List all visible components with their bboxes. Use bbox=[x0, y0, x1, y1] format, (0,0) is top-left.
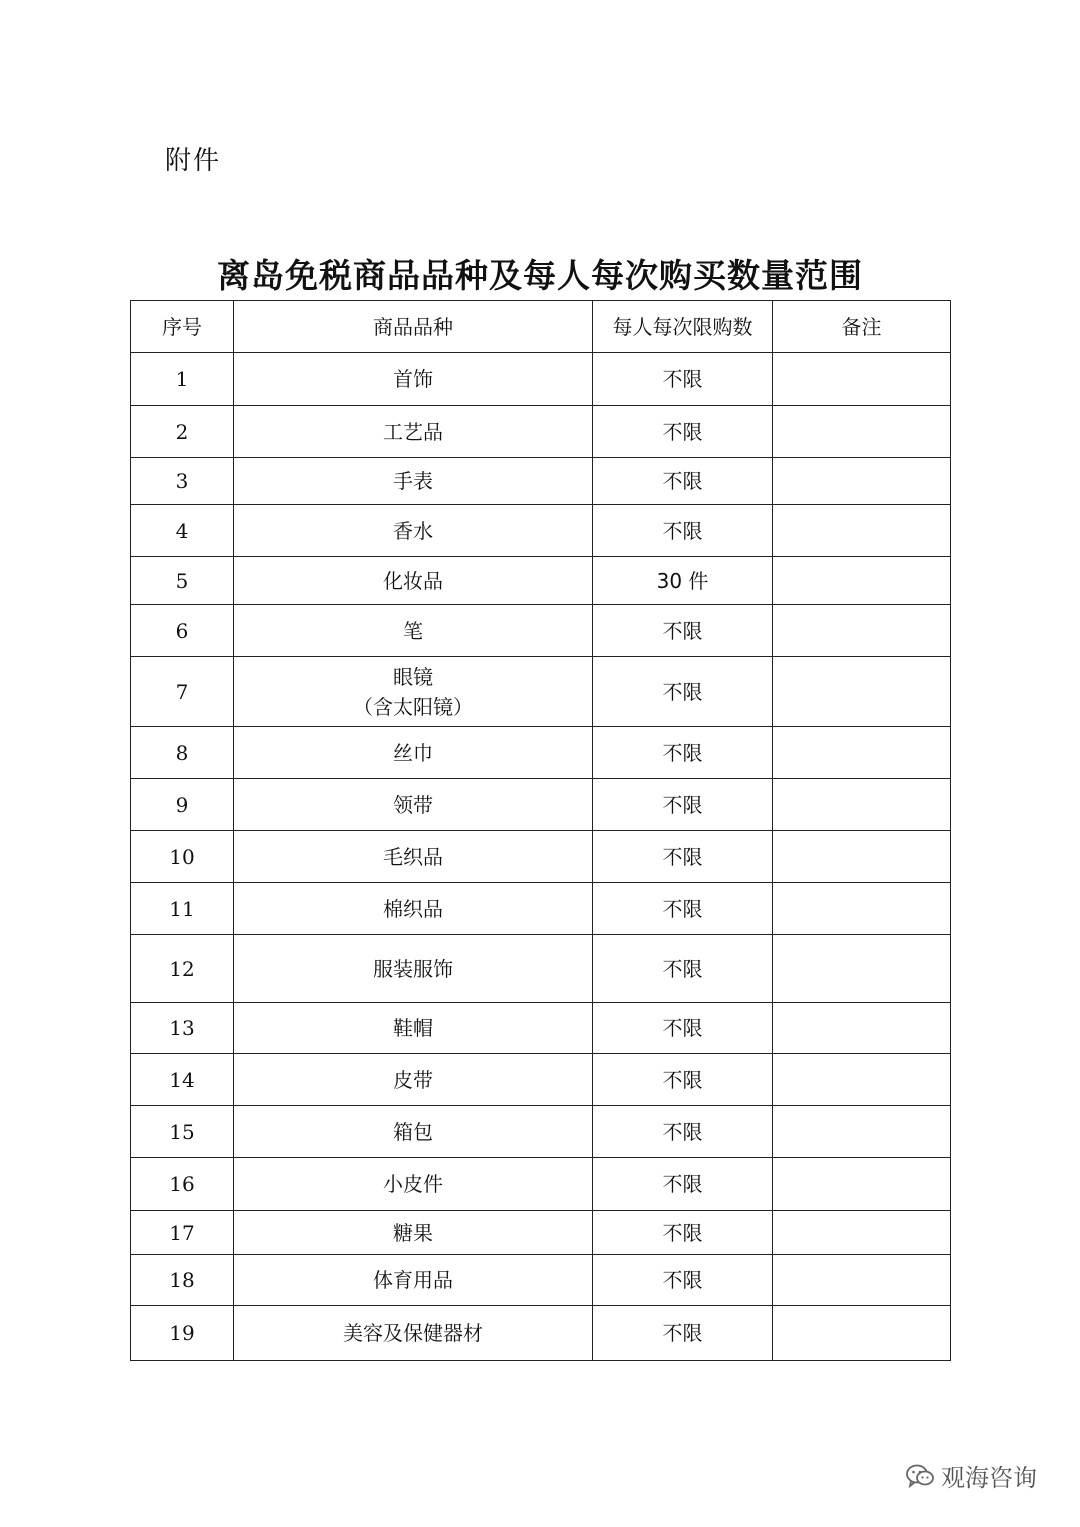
row-remark bbox=[773, 1211, 951, 1255]
row-no: 15 bbox=[131, 1106, 234, 1158]
row-no: 13 bbox=[131, 1003, 234, 1054]
row-limit: 不限 bbox=[593, 883, 773, 935]
row-no: 14 bbox=[131, 1054, 234, 1106]
row-limit: 不限 bbox=[593, 1255, 773, 1306]
row-no: 1 bbox=[131, 353, 234, 406]
row-category: 领带 bbox=[234, 779, 593, 831]
row-limit: 不限 bbox=[593, 1211, 773, 1255]
row-category bbox=[234, 657, 593, 727]
row-no: 10 bbox=[131, 831, 234, 883]
row-limit: 不限 bbox=[593, 1003, 773, 1054]
attachment-label: 附件 bbox=[165, 146, 222, 176]
row-remark bbox=[773, 605, 951, 657]
row-remark bbox=[773, 353, 951, 406]
row-limit: 不限 bbox=[593, 353, 773, 406]
row-category: 体育用品 bbox=[234, 1255, 593, 1306]
row-remark bbox=[773, 1255, 951, 1306]
row-remark bbox=[773, 1106, 951, 1158]
table-row bbox=[131, 1211, 951, 1255]
row-limit: 不限 bbox=[593, 1158, 773, 1211]
row-limit: 不限 bbox=[593, 605, 773, 657]
header-remark: 备注 bbox=[773, 301, 951, 353]
row-limit: 不限 bbox=[593, 831, 773, 883]
row-remark bbox=[773, 1306, 951, 1361]
row-limit: 不限 bbox=[593, 935, 773, 1003]
document-title: 离岛免税商品品种及每人每次购买数量范围 bbox=[217, 256, 863, 295]
table-row bbox=[131, 353, 951, 406]
row-limit: 30 件 bbox=[593, 557, 773, 605]
wechat-icon bbox=[905, 1463, 935, 1489]
table-row bbox=[131, 935, 951, 1003]
row-category: 化妆品 bbox=[234, 557, 593, 605]
row-remark bbox=[773, 935, 951, 1003]
row-no: 8 bbox=[131, 727, 234, 779]
row-no: 6 bbox=[131, 605, 234, 657]
header-no: 序号 bbox=[131, 301, 234, 353]
row-category: 工艺品 bbox=[234, 406, 593, 458]
row-category: 鞋帽 bbox=[234, 1003, 593, 1054]
row-category: 小皮件 bbox=[234, 1158, 593, 1211]
row-limit: 不限 bbox=[593, 1306, 773, 1361]
row-category: 糖果 bbox=[234, 1211, 593, 1255]
row-remark bbox=[773, 505, 951, 557]
table-row bbox=[131, 557, 951, 605]
row-limit: 不限 bbox=[593, 1106, 773, 1158]
row-remark bbox=[773, 1158, 951, 1211]
table-row bbox=[131, 883, 951, 935]
row-remark bbox=[773, 727, 951, 779]
row-category: 服装服饰 bbox=[234, 935, 593, 1003]
row-remark bbox=[773, 1003, 951, 1054]
row-remark bbox=[773, 779, 951, 831]
row-limit: 不限 bbox=[593, 657, 773, 727]
row-no: 18 bbox=[131, 1255, 234, 1306]
row-limit: 不限 bbox=[593, 727, 773, 779]
row-remark bbox=[773, 831, 951, 883]
row-no: 5 bbox=[131, 557, 234, 605]
table-row bbox=[131, 1003, 951, 1054]
row-category: 毛织品 bbox=[234, 831, 593, 883]
row-remark bbox=[773, 406, 951, 458]
row-limit: 不限 bbox=[593, 458, 773, 505]
row-category: 美容及保健器材 bbox=[234, 1306, 593, 1361]
row-remark bbox=[773, 458, 951, 505]
row-remark bbox=[773, 1054, 951, 1106]
row-remark bbox=[773, 657, 951, 727]
row-no: 19 bbox=[131, 1306, 234, 1361]
row-category: 香水 bbox=[234, 505, 593, 557]
row-no: 11 bbox=[131, 883, 234, 935]
quota-table bbox=[130, 300, 951, 1361]
row-category: 手表 bbox=[234, 458, 593, 505]
row-no: 2 bbox=[131, 406, 234, 458]
row-no: 12 bbox=[131, 935, 234, 1003]
row-remark bbox=[773, 883, 951, 935]
row-limit: 不限 bbox=[593, 779, 773, 831]
row-category: 丝巾 bbox=[234, 727, 593, 779]
table-row bbox=[131, 657, 951, 727]
table-row bbox=[131, 505, 951, 557]
row-limit: 不限 bbox=[593, 505, 773, 557]
table-row bbox=[131, 779, 951, 831]
row-category: 笔 bbox=[234, 605, 593, 657]
row-no: 3 bbox=[131, 458, 234, 505]
table-row bbox=[131, 831, 951, 883]
row-category: 皮带 bbox=[234, 1054, 593, 1106]
table-row bbox=[131, 1306, 951, 1361]
row-remark bbox=[773, 557, 951, 605]
table-row bbox=[131, 1106, 951, 1158]
header-limit: 每人每次限购数 bbox=[593, 301, 773, 353]
row-no: 7 bbox=[131, 657, 234, 727]
table-row bbox=[131, 1255, 951, 1306]
row-no: 9 bbox=[131, 779, 234, 831]
watermark bbox=[905, 1458, 1037, 1493]
table-header-row bbox=[131, 301, 951, 353]
row-no: 16 bbox=[131, 1158, 234, 1211]
row-category: 箱包 bbox=[234, 1106, 593, 1158]
watermark-text: 观海咨询 bbox=[941, 1464, 1037, 1492]
row-category-main: 眼镜 bbox=[393, 664, 433, 689]
row-no: 17 bbox=[131, 1211, 234, 1255]
row-no: 4 bbox=[131, 505, 234, 557]
row-limit: 不限 bbox=[593, 1054, 773, 1106]
row-category: 棉织品 bbox=[234, 883, 593, 935]
table-row bbox=[131, 458, 951, 505]
table-row bbox=[131, 727, 951, 779]
row-category: 首饰 bbox=[234, 353, 593, 406]
row-category-sub: （含太阳镜） bbox=[353, 694, 473, 719]
table-row bbox=[131, 406, 951, 458]
table-row bbox=[131, 605, 951, 657]
table-row bbox=[131, 1054, 951, 1106]
table-row bbox=[131, 1158, 951, 1211]
row-limit: 不限 bbox=[593, 406, 773, 458]
header-category: 商品品种 bbox=[234, 301, 593, 353]
